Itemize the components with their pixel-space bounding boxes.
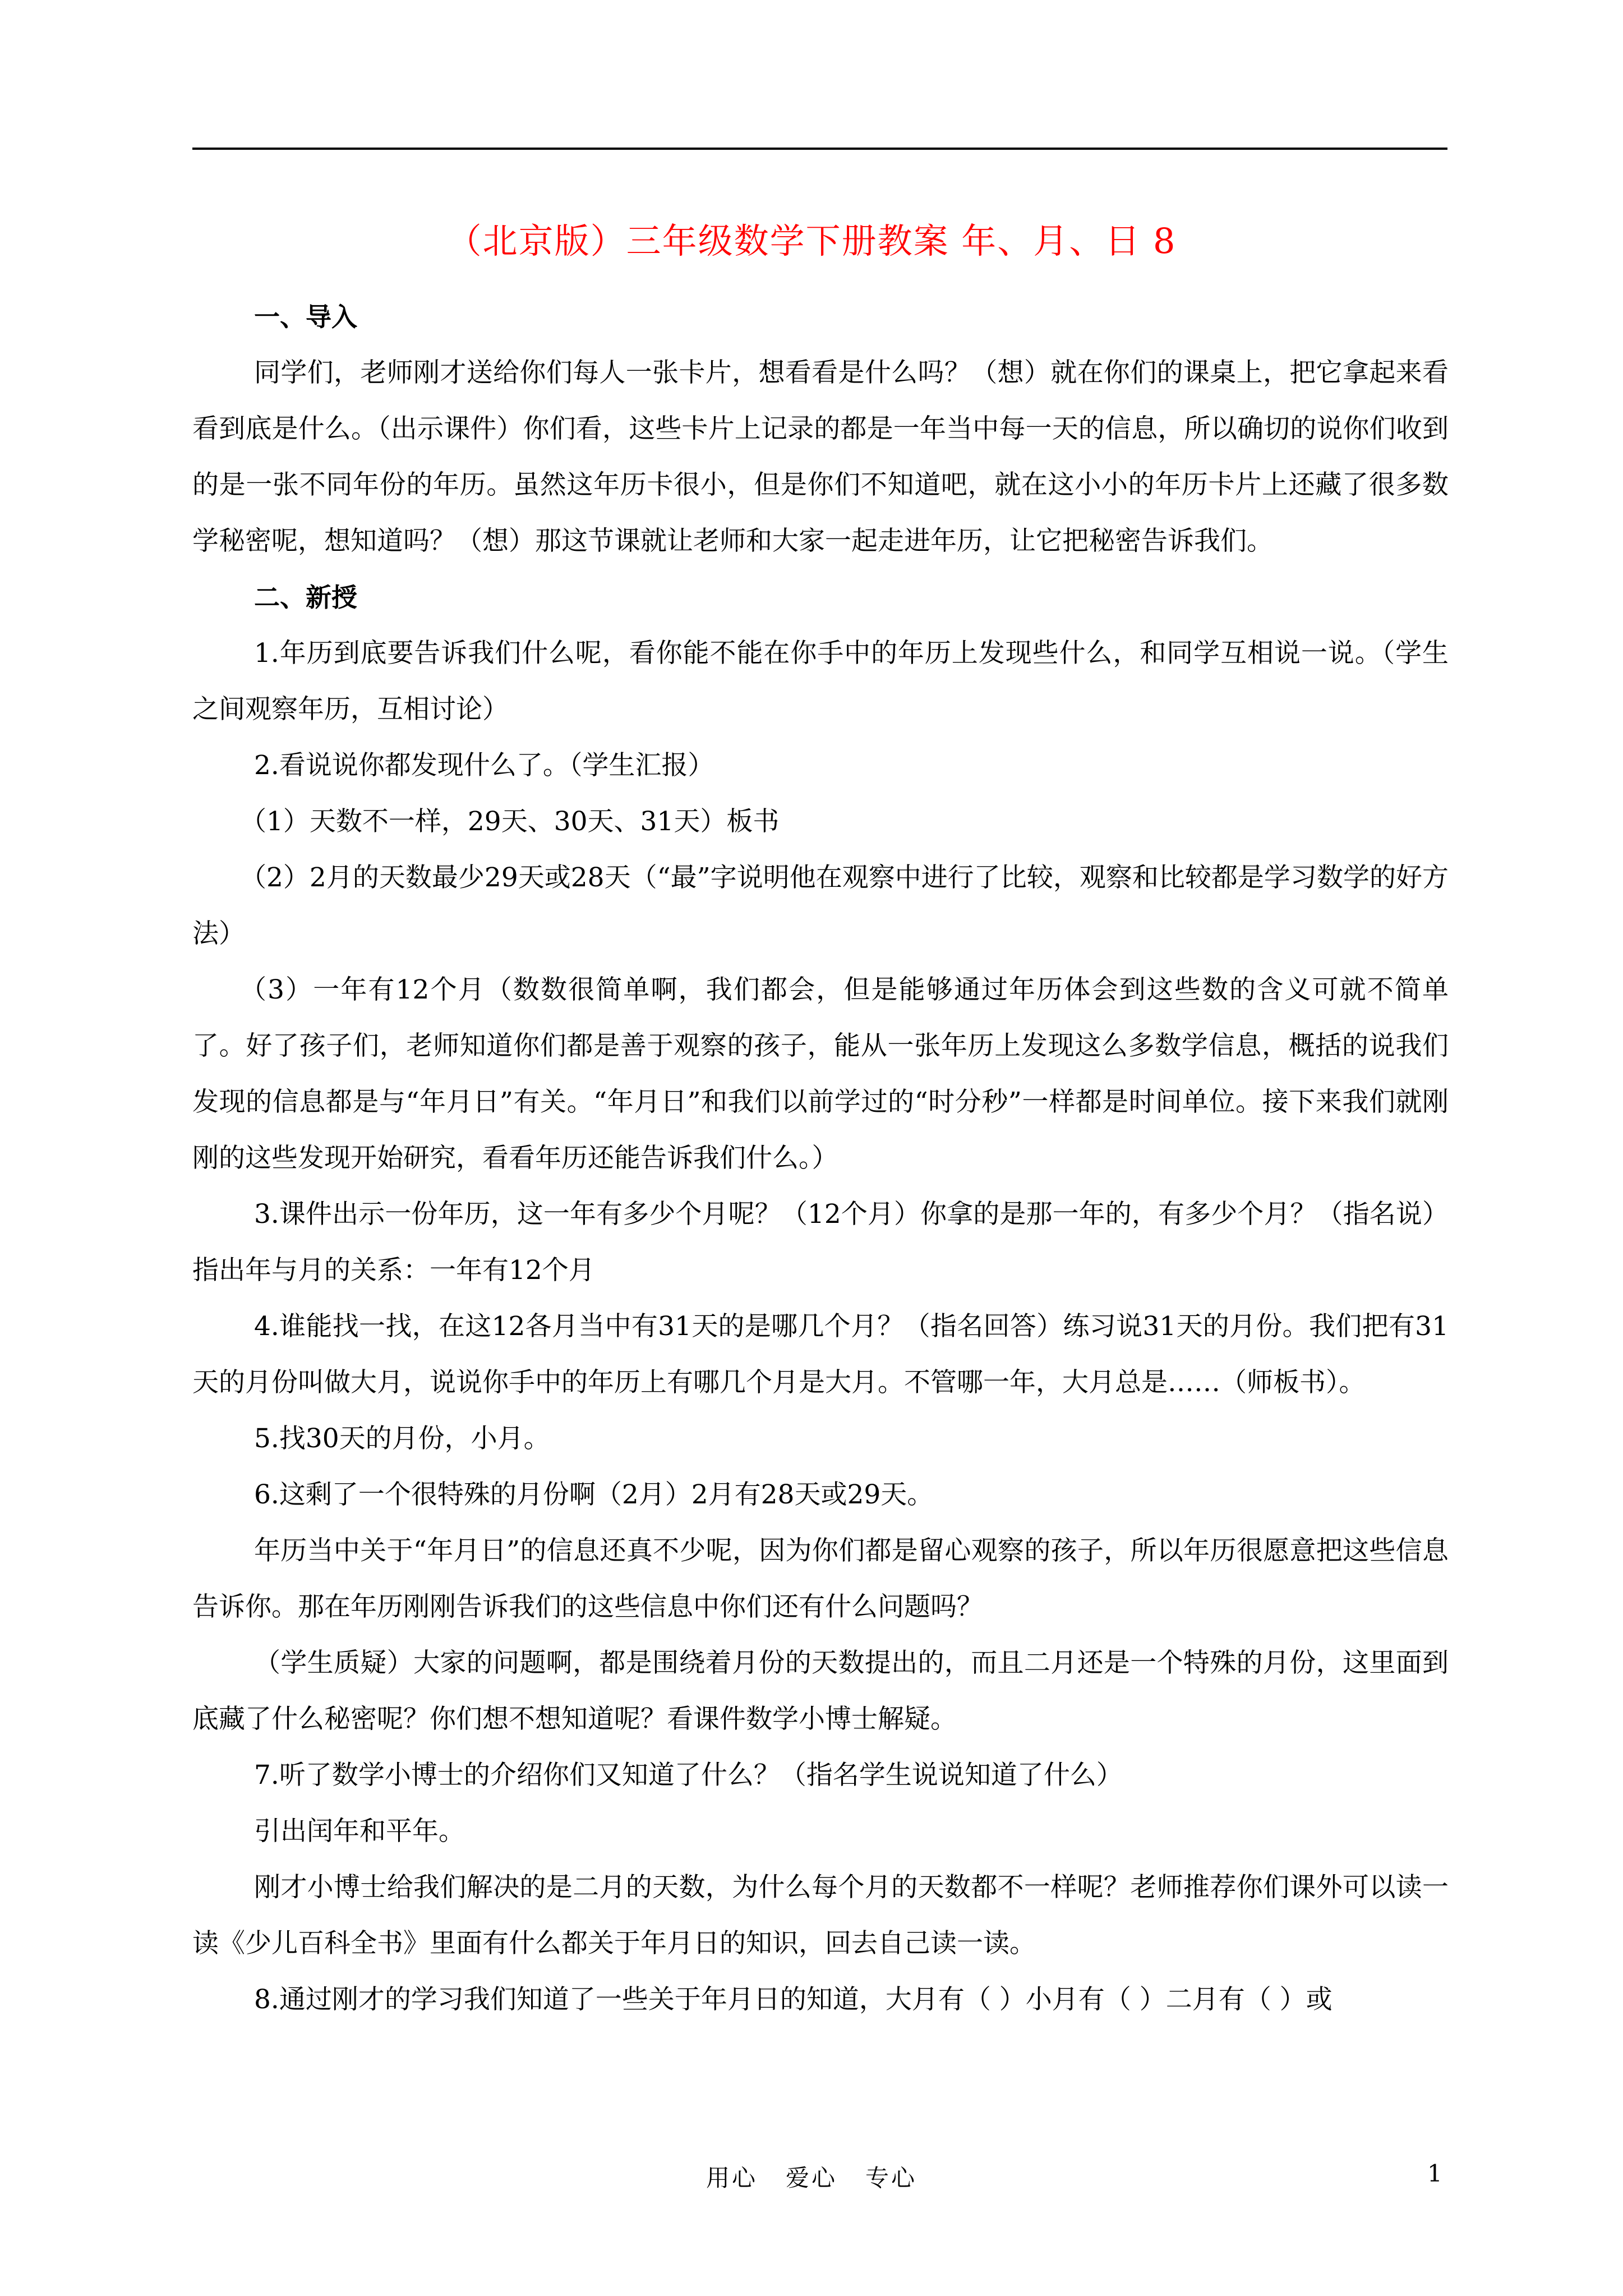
paragraph: 7.听了数学小博士的介绍你们又知道了什么？（指名学生说说知道了什么） [254,1760,1123,1791]
paragraph: 4.谁能找一找，在这12各月当中有31天的是哪几个月？（指名回答）练习说31天的月份。我们把有31天的月份叫做大月，说说你手中的年历上有哪几个月是大月。不管哪一年，大月总是……（师板书）。 [192,1311,1449,1398]
page-number: 1 [1427,2160,1442,2187]
footer-word: 爱心 [785,2164,837,2192]
paragraph: 6.这剩了一个很特殊的月份啊（2月）2月有28天或29天。 [254,1479,934,1510]
footer-word: 专心 [865,2164,917,2192]
footer-word: 用心 [706,2164,758,2192]
section-heading-intro: 一、导入 [254,302,357,332]
paragraph: （2）2月的天数最少29天或28天（“最”字说明他在观察中进行了比较，观察和比较都是学习数学的好方法） [192,862,1449,949]
paragraph: 年历当中关于“年月日”的信息还真不少呢，因为你们都是留心观察的孩子，所以年历很愿意把这些信息告诉你。那在年历刚刚告诉我们的这些信息中你们还有什么问题吗？ [192,1535,1449,1622]
paragraph: 刚才小博士给我们解决的是二月的天数，为什么每个月的天数都不一样呢？老师推荐你们课外可以读一读《少儿百科全书》里面有什么都关于年月日的知识，回去自己读一读。 [192,1872,1449,1959]
paragraph: 3.课件出示一份年历，这一年有多少个月呢？（12个月）你拿的是那一年的，有多少个月？（指名说）指出年与月的关系：一年有12个月 [192,1199,1449,1286]
document-title: （北京版）三年级数学下册教案 年、月、日 8 [446,220,1177,261]
paragraph: 2.看说说你都发现什么了。（学生汇报） [254,750,714,781]
paragraph: 5.找30天的月份，小月。 [254,1423,550,1454]
header-rule [192,148,1447,150]
paragraph: 8.通过刚才的学习我们知道了一些关于年月日的知道，大月有（ ）小月有（ ）二月有（ ）或 [254,1984,1332,2015]
footer-motto [0,2160,1623,2193]
paragraph: （1）天数不一样，29天、30天、31天）板书 [240,806,780,837]
paragraph: 1.年历到底要告诉我们什么呢，看你能不能在你手中的年历上发现些什么，和同学互相说一说。（学生之间观察年历，互相讨论） [192,638,1449,725]
paragraph: （学生质疑）大家的问题啊，都是围绕着月份的天数提出的，而且二月还是一个特殊的月份，这里面到底藏了什么秘密呢？你们想不想知道呢？看课件数学小博士解疑。 [192,1648,1449,1734]
document-body [192,289,1449,2028]
paragraph: 同学们，老师刚才送给你们每人一张卡片，想看看是什么吗？（想）就在你们的课桌上，把它拿起来看看到底是什么。（出示课件）你们看，这些卡片上记录的都是一年当中每一天的信息，所以确切的说你们收到的是一张不同年份的年历。虽然这年历卡很小，但是你们不知道吧，就在这小小的年历卡片上还藏了很多数学秘密呢，想知道吗？（想）那这节课就让老师和大家一起走进年历，让它把秘密告诉我们。 [192,357,1449,556]
paragraph: （3）一年有12个月（数数很简单啊，我们都会，但是能够通过年历体会到这些数的含义可就不简单了。好了孩子们，老师知道你们都是善于观察的孩子，能从一张年历上发现这么多数学信息，概括的说我们发现的信息都是与“年月日”有关。“年月日”和我们以前学过的“时分秒”一样都是时间单位。接下来我们就刚刚的这些发现开始研究，看看年历还能告诉我们什么。） [192,974,1449,1174]
paragraph: 引出闰年和平年。 [254,1816,465,1847]
section-heading-new-lesson: 二、新授 [254,582,357,613]
